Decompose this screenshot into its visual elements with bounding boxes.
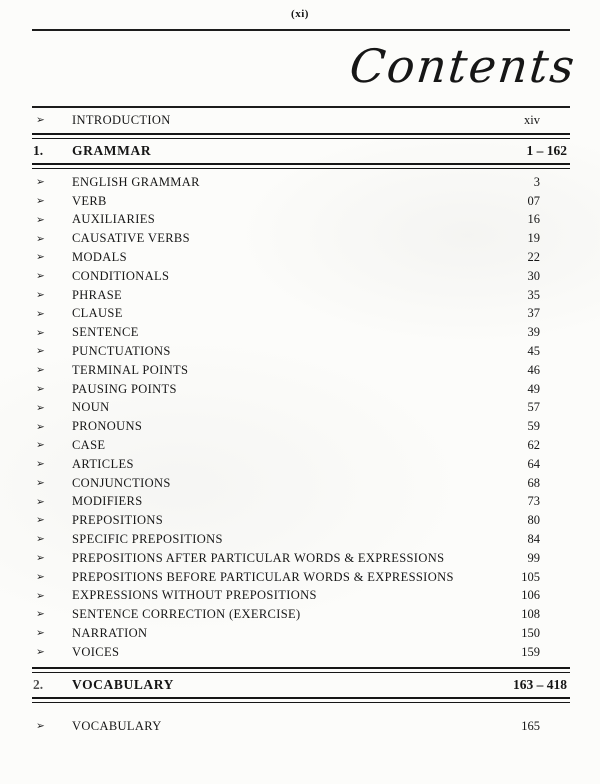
toc-item-label: PUNCTUATIONS — [72, 344, 171, 359]
toc-item-label: AUXILIARIES — [72, 212, 156, 227]
arrow-bullet-icon: ➢ — [36, 176, 45, 189]
section-number: 2. — [33, 676, 44, 692]
section-label: VOCABULARY — [72, 676, 175, 692]
toc-row — [32, 286, 570, 305]
double-rule — [32, 697, 570, 703]
toc-item-label: VOICES — [72, 644, 120, 659]
double-rule — [32, 163, 570, 169]
toc-item-label: PREPOSITIONS — [72, 513, 164, 528]
arrow-bullet-icon: ➢ — [36, 646, 45, 659]
toc-row — [32, 361, 570, 380]
toc-item-label: VOCABULARY — [72, 719, 162, 734]
toc-item-page: 59 — [527, 419, 540, 434]
toc-row — [32, 417, 570, 436]
toc-item-label: PREPOSITIONS BEFORE PARTICULAR WORDS & EXPRESSIONS — [72, 569, 454, 584]
toc-item-page: 19 — [527, 231, 540, 246]
toc-section-vocabulary — [32, 673, 570, 697]
grammar-item-list — [32, 173, 570, 662]
toc-item-label: ARTICLES — [72, 456, 134, 471]
arrow-bullet-icon: ➢ — [36, 401, 45, 414]
toc-item-page: 73 — [527, 494, 540, 509]
arrow-bullet-icon: ➢ — [36, 458, 45, 471]
toc-item-label: PRONOUNS — [72, 419, 143, 434]
arrow-bullet-icon: ➢ — [36, 570, 45, 583]
toc-row — [32, 248, 570, 267]
arrow-bullet-icon: ➢ — [36, 364, 45, 377]
top-rule — [32, 29, 570, 31]
toc-item-page: 159 — [521, 644, 540, 659]
toc-row — [32, 568, 570, 587]
toc-item-label: PHRASE — [72, 287, 123, 302]
toc-item-page: 07 — [527, 193, 540, 208]
toc-row — [32, 436, 570, 455]
arrow-bullet-icon: ➢ — [36, 232, 45, 245]
toc-row — [32, 549, 570, 568]
toc-row — [32, 342, 570, 361]
arrow-bullet-icon: ➢ — [36, 307, 45, 320]
toc-row — [32, 511, 570, 530]
toc-item-page: 99 — [527, 550, 540, 565]
toc-item-page: 105 — [521, 569, 540, 584]
toc-item-page: 37 — [527, 306, 540, 321]
toc-item-page: 30 — [527, 268, 540, 283]
toc-item-page: 3 — [533, 174, 540, 189]
toc-item-page: 80 — [527, 513, 540, 528]
toc-item-page: 57 — [527, 400, 540, 415]
arrow-bullet-icon: ➢ — [36, 552, 45, 565]
toc-row — [32, 643, 570, 662]
toc-item-page: 165 — [521, 719, 540, 734]
toc-row — [32, 493, 570, 512]
toc-row — [32, 717, 570, 737]
section-page-range: 163 – 418 — [513, 676, 567, 692]
toc-item-page: 150 — [521, 626, 540, 641]
toc-row — [32, 173, 570, 192]
section-label: GRAMMAR — [72, 143, 152, 158]
arrow-bullet-icon: ➢ — [36, 345, 45, 358]
arrow-bullet-icon: ➢ — [36, 533, 45, 546]
toc-row — [32, 323, 570, 342]
toc-item-label: TERMINAL POINTS — [72, 362, 189, 377]
toc-item-label: VERB — [72, 193, 107, 208]
toc-row — [32, 455, 570, 474]
toc-item-label: SENTENCE CORRECTION (EXERCISE) — [72, 607, 301, 622]
toc-item-page: 84 — [527, 532, 540, 547]
table-of-contents — [32, 108, 570, 737]
toc-row — [32, 380, 570, 399]
arrow-bullet-icon: ➢ — [36, 495, 45, 508]
toc-item-label: PAUSING POINTS — [72, 381, 177, 396]
toc-item-page: 64 — [527, 456, 540, 471]
toc-row — [32, 399, 570, 418]
toc-section-grammar — [32, 139, 570, 163]
arrow-bullet-icon: ➢ — [36, 627, 45, 640]
toc-row — [32, 605, 570, 624]
toc-item-label: INTRODUCTION — [72, 113, 171, 127]
arrow-bullet-icon: ➢ — [36, 270, 45, 283]
arrow-bullet-icon: ➢ — [36, 382, 45, 395]
arrow-bullet-icon: ➢ — [36, 589, 45, 602]
arrow-bullet-icon: ➢ — [36, 251, 45, 264]
toc-item-page: 39 — [527, 325, 540, 340]
toc-row — [32, 474, 570, 493]
toc-item-label: CONDITIONALS — [72, 268, 170, 283]
toc-item-page: 106 — [521, 588, 540, 603]
arrow-bullet-icon: ➢ — [36, 288, 45, 301]
toc-item-label: CASE — [72, 438, 106, 453]
toc-item-label: CAUSATIVE VERBS — [72, 231, 190, 246]
toc-item-page: 49 — [527, 381, 540, 396]
arrow-bullet-icon: ➢ — [36, 213, 45, 226]
arrow-bullet-icon: ➢ — [36, 514, 45, 527]
toc-item-label: ENGLISH GRAMMAR — [72, 174, 200, 189]
toc-item-label: SPECIFIC PREPOSITIONS — [72, 532, 223, 547]
toc-row — [32, 267, 570, 286]
arrow-bullet-icon: ➢ — [36, 194, 45, 207]
arrow-bullet-icon: ➢ — [36, 476, 45, 489]
arrow-bullet-icon: ➢ — [36, 420, 45, 433]
toc-item-page: 45 — [527, 344, 540, 359]
toc-row — [32, 192, 570, 211]
toc-row-introduction — [32, 108, 570, 133]
toc-item-label: CLAUSE — [72, 306, 123, 321]
arrow-bullet-icon: ➢ — [36, 326, 45, 339]
arrow-bullet-icon: ➢ — [36, 439, 45, 452]
toc-row — [32, 211, 570, 230]
arrow-bullet-icon: ➢ — [36, 114, 45, 127]
toc-item-label: PREPOSITIONS AFTER PARTICULAR WORDS & EXPRESSIONS — [72, 550, 445, 565]
arrow-bullet-icon: ➢ — [36, 608, 45, 621]
toc-item-page: 62 — [527, 438, 540, 453]
toc-row — [32, 587, 570, 606]
toc-item-label: EXPRESSIONS WITHOUT PREPOSITIONS — [72, 588, 317, 603]
toc-row — [32, 229, 570, 248]
section-number: 1. — [33, 143, 44, 158]
toc-item-label: SENTENCE — [72, 325, 139, 340]
toc-item-label: NOUN — [72, 400, 110, 415]
toc-item-page: 68 — [527, 475, 540, 490]
toc-item-page: 22 — [527, 250, 540, 265]
toc-item-label: NARRATION — [72, 626, 148, 641]
toc-item-page: 108 — [521, 607, 540, 622]
toc-item-label: CONJUNCTIONS — [72, 475, 171, 490]
toc-row — [32, 530, 570, 549]
page-folio: (xi) — [291, 8, 309, 20]
toc-item-page: 46 — [527, 362, 540, 377]
contents-title: Contents — [347, 39, 579, 93]
toc-row — [32, 305, 570, 324]
section-page-range: 1 – 162 — [526, 143, 567, 158]
toc-item-page: xiv — [524, 113, 540, 127]
toc-item-page: 16 — [527, 212, 540, 227]
toc-item-label: MODIFIERS — [72, 494, 143, 509]
toc-item-label: MODALS — [72, 250, 127, 265]
toc-item-page: 35 — [527, 287, 540, 302]
arrow-bullet-icon: ➢ — [36, 720, 45, 733]
toc-row — [32, 624, 570, 643]
